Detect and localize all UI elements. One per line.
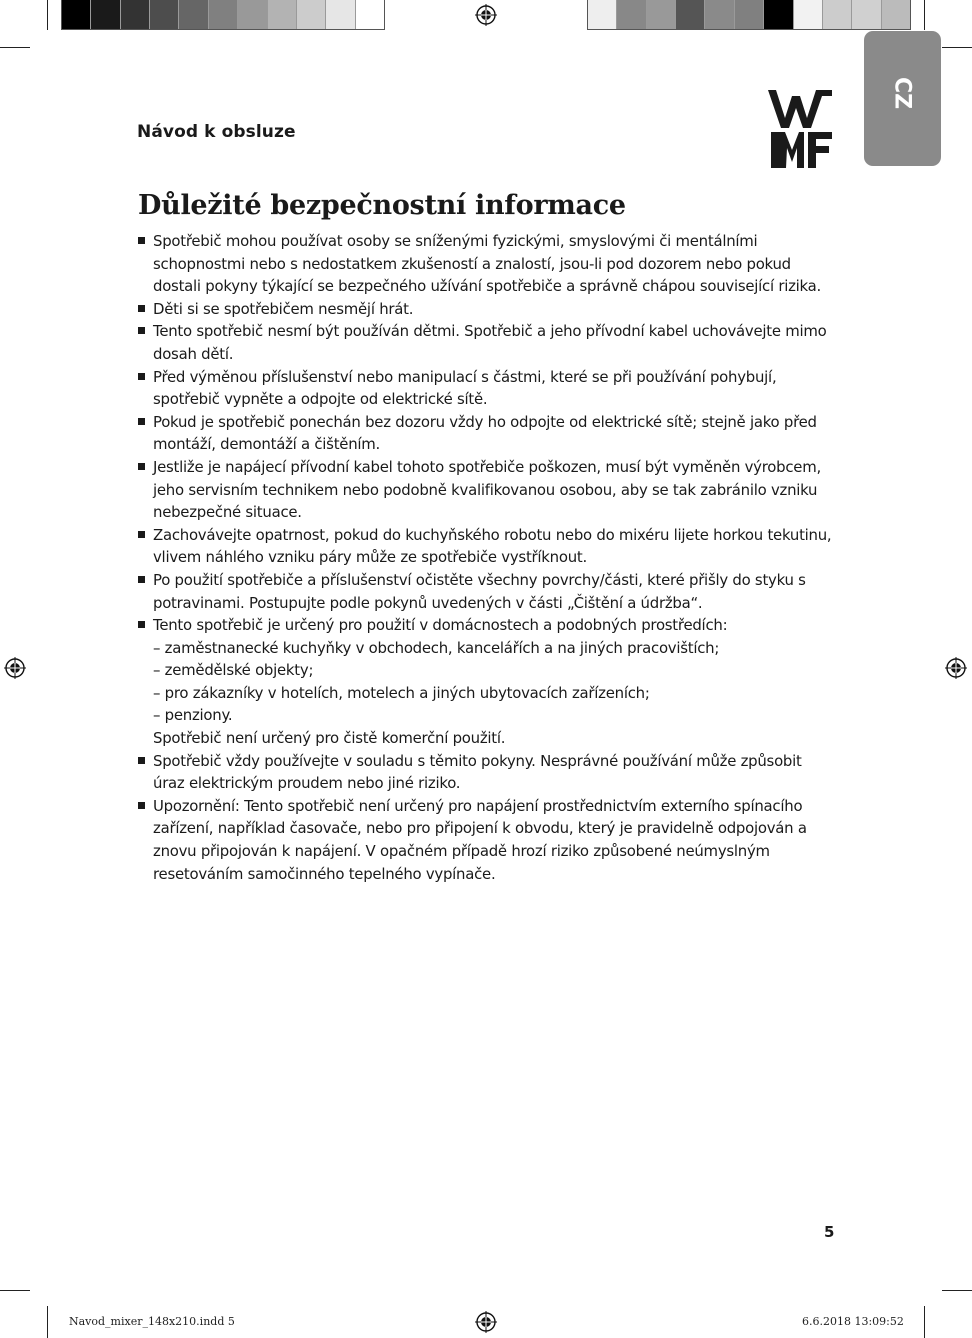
color-swatch — [794, 0, 823, 29]
item-text: Spotřebič vždy používejte v souladu s těmito pokyny. Nesprávné používání může způsobit úraz elektrickým proudem nebo jiné riziko. — [153, 751, 802, 793]
color-swatch — [617, 0, 646, 29]
list-item — [136, 366, 836, 411]
item-text: Jestliže je napájecí přívodní kabel tohoto spotřebiče poškozen, musí být vyměněn výrobcem, jeho servisním technikem nebo podobně kvalifikovanou osobou, aby se tak zabránilo vzniku nebezpečné situace. — [153, 457, 821, 522]
crop-mark — [0, 1290, 30, 1291]
registration-mark-icon — [945, 657, 967, 679]
bullet-icon — [138, 621, 145, 628]
bullet-icon — [138, 327, 145, 334]
list-item — [136, 569, 836, 614]
item-text: Tento spotřebič je určený pro použití v domácnostech a podobných prostředích: — [153, 616, 728, 635]
list-item — [136, 411, 836, 456]
bullet-icon — [138, 802, 145, 809]
bullet-icon — [138, 531, 145, 538]
color-bar-right — [587, 0, 911, 30]
item-text: Před výměnou příslušenství nebo manipulací s částmi, které se při používání pohybují, spotřebič vypněte a odpojte od elektrické sítě. — [153, 367, 777, 409]
bullet-icon — [138, 237, 145, 244]
item-text: Tento spotřebič nesmí být používán dětmi. Spotřebič a jeho přívodní kabel uchovávejte mimo dosah dětí. — [153, 322, 827, 363]
bullet-icon — [138, 305, 145, 312]
page-number: 5 — [824, 1223, 835, 1241]
color-swatch — [209, 0, 238, 29]
manual-label: Návod k obsluze — [137, 122, 296, 142]
bullet-icon — [138, 576, 145, 583]
wmf-logo — [766, 88, 834, 170]
crop-mark — [942, 47, 972, 48]
sub-item: – zemědělské objekty; — [153, 661, 314, 680]
color-swatch — [62, 0, 91, 29]
color-swatch — [121, 0, 150, 29]
crop-mark — [924, 1306, 925, 1338]
list-item — [136, 230, 836, 298]
color-swatch — [647, 0, 676, 29]
registration-mark-icon — [475, 1311, 497, 1333]
list-item — [136, 750, 836, 795]
color-swatch — [238, 0, 267, 29]
section-title: Důležité bezpečnostní informace — [138, 190, 626, 221]
bullet-icon — [138, 373, 145, 380]
color-swatch — [268, 0, 297, 29]
item-text: Po použití spotřebiče a příslušenství očistěte všechny povrchy/části, které přišly do styku s potravinami. Postupujte podle pokynů uvedených v části „Čištění a údržba“. — [153, 570, 806, 612]
item-text: Spotřebič mohou používat osoby se sníženými fyzickými, smyslovými či mentálními schopnostmi nebo s nedostatkem zkušeností a znalostí, jsou-li pod dozorem nebo pokud dostali pokyny týkající se bezpečného užívání spotřebiče a správně chápou související rizika. — [153, 232, 822, 296]
item-text: Děti si se spotřebičem nesmějí hrát. — [153, 299, 414, 318]
color-swatch — [823, 0, 852, 29]
crop-mark — [0, 47, 30, 48]
color-swatch — [882, 0, 910, 29]
color-swatch — [179, 0, 208, 29]
bullet-icon — [138, 463, 145, 470]
registration-mark-icon — [4, 657, 26, 679]
crop-mark — [924, 0, 925, 30]
color-swatch — [356, 0, 384, 29]
registration-mark-icon — [475, 4, 497, 26]
color-swatch — [326, 0, 355, 29]
sub-item: – pro zákazníky v hotelích, motelech a jiných ubytovacích zařízeních; — [153, 683, 650, 702]
language-tab — [864, 31, 941, 166]
item-text: Upozornění: Tento spotřebič není určený pro napájení prostřednictvím externího spínacího zařízení, například časovače, nebo pro připojení k obvodu, který je pravidelně odpojován a znovu připojován k napájení. V opačném případě hrozí riziko způsobené neúmyslným resetováním samočinného tepelného vypínače. — [153, 796, 807, 883]
color-swatch — [735, 0, 764, 29]
list-item — [136, 614, 836, 750]
crop-mark — [47, 1306, 48, 1338]
sub-item: – zaměstnanecké kuchyňky v obchodech, kancelářích a na jiných pracovištích; — [153, 638, 720, 657]
item-text: Zachovávejte opatrnost, pokud do kuchyňského robotu nebo do mixéru lijete horkou tekutinu, vlivem náhlého vzniku páry může ze spotřebiče vystříknout. — [153, 525, 832, 567]
color-swatch — [297, 0, 326, 29]
color-swatch — [764, 0, 793, 29]
crop-mark — [942, 1290, 972, 1291]
language-code: CZ — [889, 76, 915, 110]
slug-filename: Navod_mixer_148x210.indd 5 — [69, 1315, 235, 1328]
safety-list — [136, 230, 836, 885]
list-item — [136, 456, 836, 524]
slug-timestamp: 6.6.2018 13:09:52 — [802, 1315, 904, 1328]
crop-mark — [47, 0, 48, 30]
color-swatch — [588, 0, 617, 29]
sub-item: – penziony. — [153, 706, 233, 725]
color-swatch — [91, 0, 120, 29]
list-item — [136, 320, 836, 365]
list-item — [136, 795, 836, 885]
color-swatch — [852, 0, 881, 29]
bullet-icon — [138, 757, 145, 764]
color-swatch — [705, 0, 734, 29]
item-text: Pokud je spotřebič ponechán bez dozoru vždy ho odpojte od elektrické sítě; stejně jako před montáží, demontáží a čištěním. — [153, 412, 817, 454]
list-item — [136, 524, 836, 569]
bullet-icon — [138, 418, 145, 425]
color-swatch — [676, 0, 705, 29]
list-item — [136, 298, 836, 321]
color-swatch — [150, 0, 179, 29]
item-tail-note: Spotřebič není určený pro čistě komerční použití. — [153, 729, 506, 748]
color-bar-left — [61, 0, 385, 30]
